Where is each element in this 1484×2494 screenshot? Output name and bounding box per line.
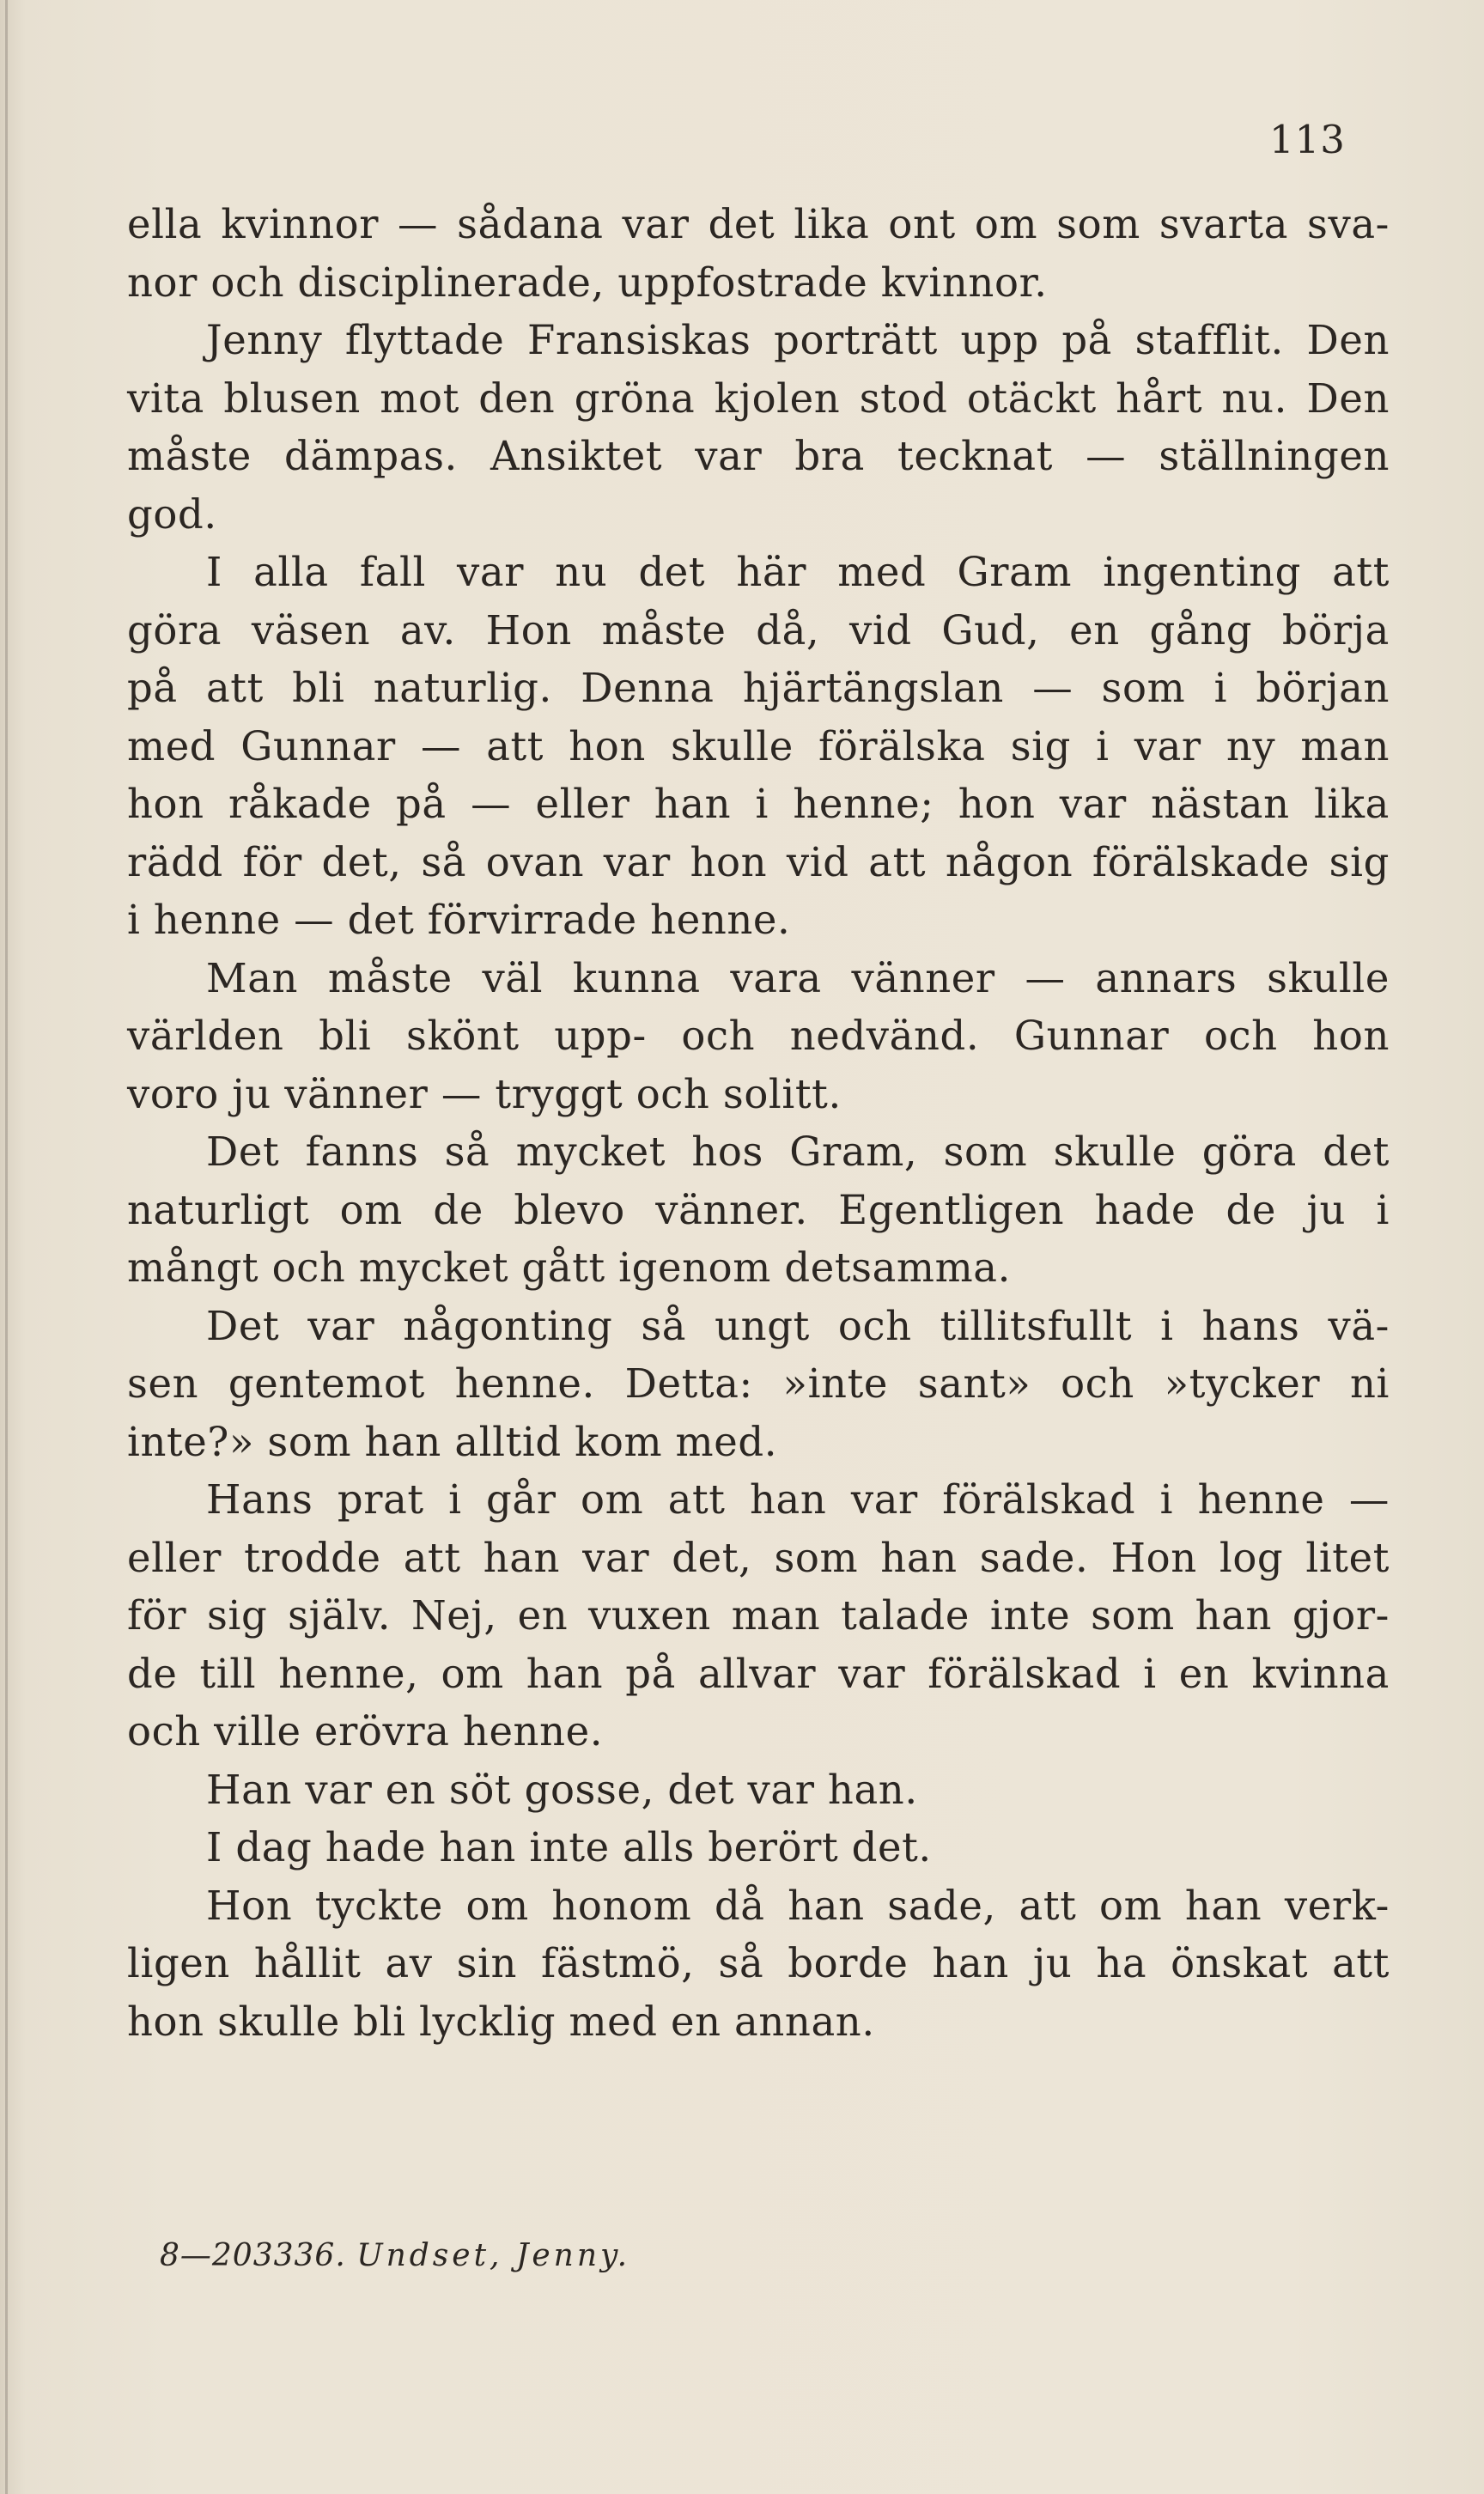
text-line: inte?» som han alltid kom med. xyxy=(127,1418,778,1465)
text-line: nor och disciplinerade, uppfostrade kvinnor. xyxy=(127,259,1048,306)
page-number: 113 xyxy=(1269,117,1346,162)
text-line: och ville erövra henne. xyxy=(127,1708,604,1755)
text-line: Det var någonting så ungt och tillitsfullt i hans vä- xyxy=(206,1302,1390,1349)
text-line: Det fanns så mycket hos Gram, som skulle göra det xyxy=(206,1128,1390,1175)
text-line: de till henne, om han på allvar var förälskad i en kvinna xyxy=(127,1650,1390,1697)
text-line: voro ju vänner — tryggt och solitt. xyxy=(127,1070,842,1117)
text-line: sen gentemot henne. Detta: »inte sant» och »tycker ni xyxy=(127,1360,1390,1407)
printer-signature-mark xyxy=(160,2238,630,2273)
text-line: göra väsen av. Hon måste då, vid Gud, en gång börja xyxy=(127,606,1390,654)
page-spine-edge xyxy=(5,0,8,2494)
text-line: I alla fall var nu det här med Gram ingenting att xyxy=(206,549,1390,595)
signature-author: Undset, Jenny. xyxy=(356,2238,631,2273)
text-line: mångt och mycket gått igenom detsamma. xyxy=(127,1244,1011,1291)
text-line: hon skulle bli lycklig med en annan. xyxy=(127,1998,875,2045)
text-line: hon råkade på — eller han i henne; hon var nästan lika xyxy=(127,781,1390,827)
text-line: Hon tyckte om honom då han sade, att om han verk- xyxy=(206,1882,1390,1929)
text-line: världen bli skönt upp- och nedvänd. Gunnar och hon xyxy=(127,1013,1390,1059)
body-text xyxy=(127,196,1390,2051)
text-line: Jenny flyttade Fransiskas porträtt upp på stafflit. Den xyxy=(206,317,1390,363)
text-line: eller trodde att han var det, som han sade. Hon log litet xyxy=(127,1534,1390,1581)
text-line: I dag hade han inte alls berört det. xyxy=(206,1824,932,1870)
text-line: i henne — det förvirrade henne. xyxy=(127,897,791,943)
text-line: rädd för det, så ovan var hon vid att någon förälskade sig xyxy=(127,838,1390,885)
text-line: måste dämpas. Ansiktet var bra tecknat — ställningen xyxy=(127,433,1390,479)
text-line: på att bli naturlig. Denna hjärtängslan — som i början xyxy=(127,665,1390,711)
text-line: ligen hållit av sin fästmö, så borde han ju ha önskat att xyxy=(127,1940,1390,1986)
text-line: vita blusen mot den gröna kjolen stod otäckt hårt nu. Den xyxy=(127,374,1390,422)
signature-number: 8—203336. xyxy=(160,2238,346,2273)
text-line: ella kvinnor — sådana var det lika ont om som svarta sva- xyxy=(127,201,1390,247)
text-line: Hans prat i går om att han var förälskad i henne — xyxy=(206,1476,1390,1523)
text-line: med Gunnar — att hon skulle förälska sig i var ny man xyxy=(127,722,1390,769)
text-line: Man måste väl kunna vara vänner — annars skulle xyxy=(206,954,1390,1001)
text-line: Han var en söt gosse, det var han. xyxy=(206,1766,918,1813)
text-line: för sig själv. Nej, en vuxen man talade inte som han gjor- xyxy=(127,1592,1390,1639)
text-line: god. xyxy=(127,490,217,538)
text-line: naturligt om de blevo vänner. Egentligen hade de ju i xyxy=(127,1186,1390,1233)
